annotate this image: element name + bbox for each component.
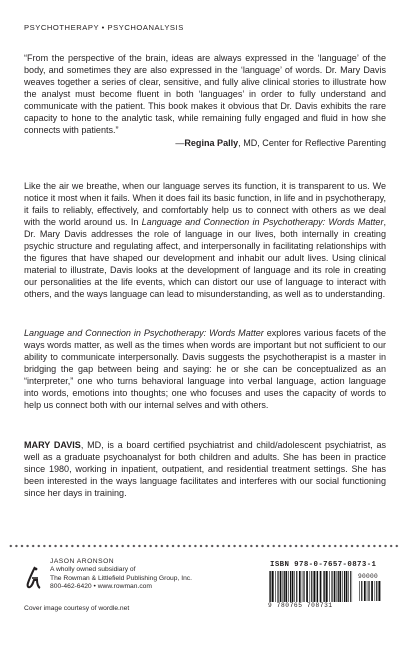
- endorsement-blurb: [24, 53, 386, 150]
- description-1-text-a: Like the air we breathe, when our language serves its function, it is transparent to us. We notice it most when it fails. When it does fail its basic function, in life and in psychotherapy, it fails to reliably, effectively, and comfortably help us to connect with others as we deal with the world around us. In: [24, 181, 386, 227]
- description-1-text-b: , Dr. Mary Davis addresses the role of language in our lives, both internally in creating psychic structure and regulating affect, and interpersonally in facilitating relationships with the figures that have shaped our development and inhabit our adult lives. Using clinical material to illustrate, Davis looks at the development of language and its role in creating our personalities at the life events, which can distort our use of language to interact with others, and the ways language can lead to misunderstanding, as well as to understanding.: [24, 216, 386, 299]
- endorsement-attribution: —Regina Pally, MD, Center for Reflective Parenting: [175, 137, 386, 148]
- barcode-number: 9 780765 708731: [268, 602, 333, 609]
- description-paragraph-2: [24, 328, 386, 412]
- price-barcode-bars: [358, 581, 382, 603]
- isbn-barcode: [268, 561, 384, 613]
- author-bio: [24, 440, 386, 500]
- author-bio-text: , MD, is a board certified psychiatrist and child/adolescent psychiatrist, as well as a graduate psychoanalyst for both children and adults. She has been in practice since 1980, working in inpatient, outpatient, and residential treatment settings. She has been interested in the ways language facilitates and interferes with our social functioning since her days in training.: [24, 440, 386, 498]
- description-2-text: explores various facets of the ways words matter, as well as the times when words are important but not sufficient to our ability to communicate interpersonally. Davis suggests the psychotherapist is a master in bridging the gap between being and saying: he or she can be conceptualized as an “interpreter,” one who turns behavioral language into verbal language, action language into words, emotions into thoughts; one who focuses and uses the capacity of words to help us connect both with our internal selves and with others.: [24, 328, 386, 410]
- description-2-book-title: Language and Connection in Psychotherapy: Words Matter: [24, 328, 264, 338]
- publisher-info: [50, 558, 192, 592]
- publisher-line-1: A wholly owned subsidiary of: [50, 566, 136, 574]
- barcode-bars: [268, 571, 354, 603]
- price-code: 90000: [358, 573, 379, 580]
- publisher-logo-icon: [26, 566, 42, 590]
- category-label: PSYCHOTHERAPY • PSYCHOANALYSIS: [24, 23, 184, 32]
- isbn-label: ISBN 978-0-7657-0873-1: [270, 561, 377, 569]
- publisher-line-3: 800-462-6420 • www.rowman.com: [50, 583, 152, 591]
- publisher-name: JASON ARONSON: [50, 558, 115, 565]
- cover-credit: Cover image courtesy of wordle.net: [24, 605, 130, 612]
- description-1-book-title: Language and Connection in Psychotherapy: Words Matter: [141, 216, 384, 227]
- author-name: MARY DAVIS: [24, 440, 81, 450]
- dotted-divider: [8, 544, 399, 548]
- endorsement-author: Regina Pally: [184, 137, 239, 148]
- endorsement-credential: , MD, Center for Reflective Parenting: [238, 137, 386, 148]
- endorsement-quote: “From the perspective of the brain, ideas are always expressed in the ‘language’ of the body, and sometimes they are also expressed in the ‘language’ of words. Dr. Mary Davis weaves together a series of clear, sensitive, and fully alive clinical stories to illustrate how the analyst must become fluent in both ‘languages’ in order to fully understand and communicate with the patient. This book makes it obvious that Dr. Davis exhibits the rare capacity to hone to the analytic task, while remaining fully engaged and fluid in how she connects with patients.”: [24, 53, 386, 135]
- description-paragraph-1: [24, 181, 386, 301]
- publisher-line-2: The Rowman & Littlefield Publishing Group, Inc.: [50, 574, 192, 582]
